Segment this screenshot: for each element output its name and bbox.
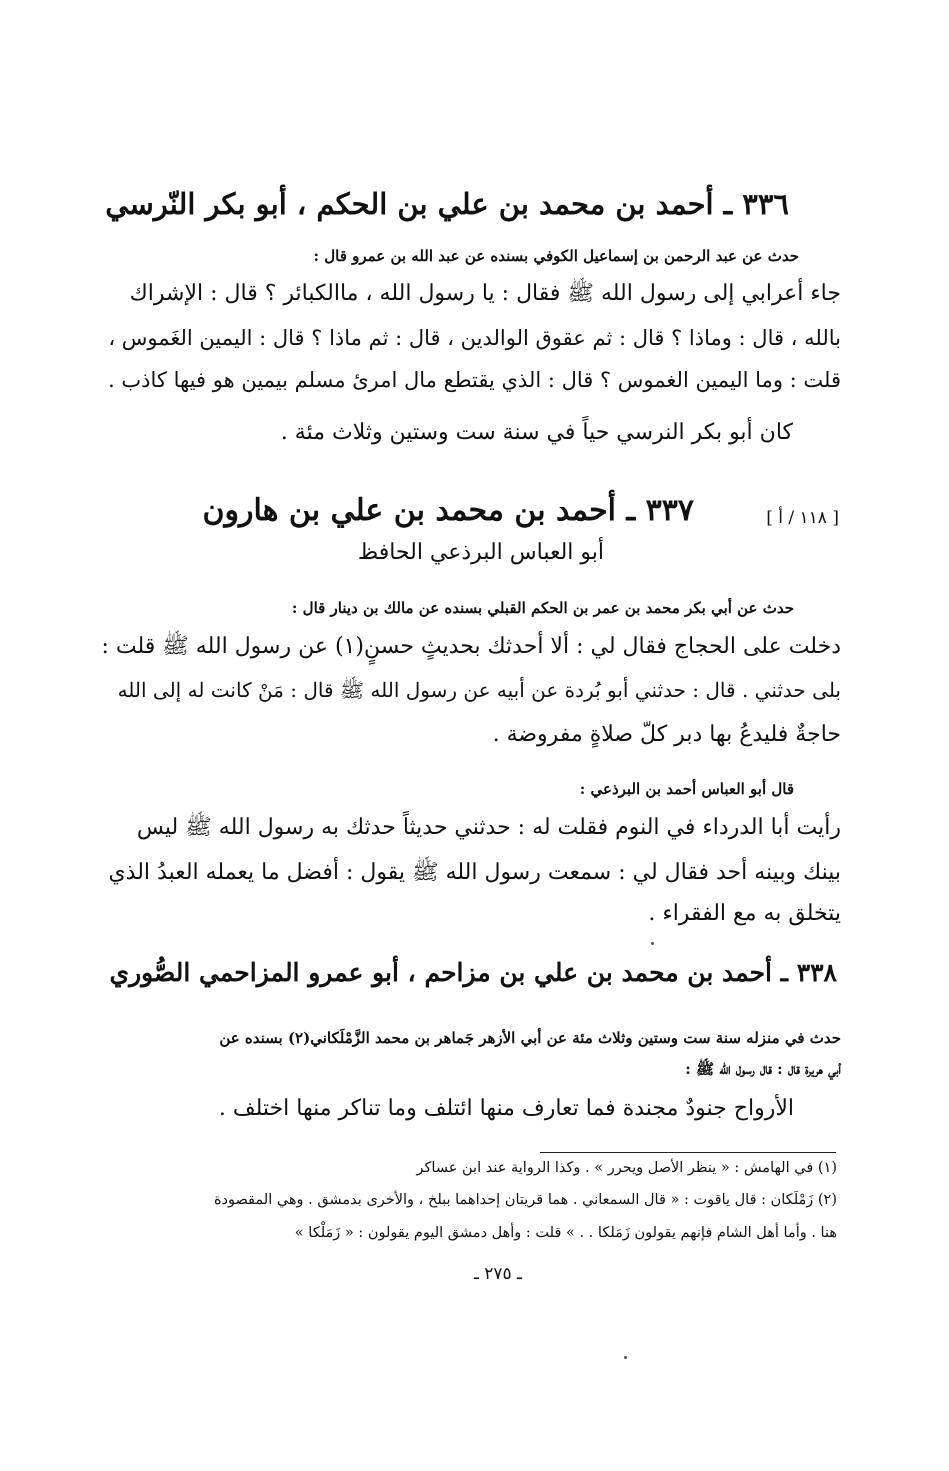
entry-337-line-4: رأيت أبا الدرداء في النوم فقلت له : حدثني حديثاً حدثك به رسول الله ﷺ ليس xyxy=(136,815,841,840)
entry-336-heading: ٣٣٦ ـ أحمد بن محمد بن علي بن الحكم ، أبو بكر النّرسي xyxy=(105,187,789,221)
entry-337-subheading: أبو العباس البرذعي الحافظ xyxy=(357,540,604,565)
entry-337-line-6: يتخلق به مع الفقراء . xyxy=(648,901,841,926)
entry-336-intro: حدث عن عبد الرحمن بن إسماعيل الكوفي بسنده عن عبد الله بن عمرو قال : xyxy=(313,247,799,265)
entry-337-intro-2: قال أبو العباس أحمد بن البرذعي : xyxy=(579,780,794,798)
entry-338-intro-2: أبي هريرة قال : قال رسول الله ﷺ : xyxy=(685,1060,841,1078)
entry-336-line-1: جاء أعرابي إلى رسول الله ﷺ فقال : يا رسول الله ، ماالكبائر ؟ قال : الإشراك xyxy=(129,281,841,306)
entry-337-line-2: بلى حدثني . قال : حدثني أبو بُردة عن أبيه عن رسول الله ﷺ قال : مَنْ كانت له إلى الله xyxy=(117,678,841,702)
entry-338-heading: ٣٣٨ ـ أحمد بن محمد بن علي بن مزاحم ، أبو عمرو المزاحمي الصُّوري xyxy=(109,958,837,987)
entry-338-intro-1: حدث في منزله سنة ست وستين وثلاث مئة عن أبي الأزهر جَماهر بن محمد الزَّمْلَكاني(٢) بسنده عن xyxy=(219,1029,841,1047)
entry-338-line-1: الأرواح جنودٌ مجندة فما تعارف منها ائتلف وما تناكر منها اختلف . xyxy=(218,1096,794,1121)
entry-336-note: كان أبو بكر النرسي حياً في سنة ست وستين وثلاث مئة . xyxy=(280,420,793,445)
stray-dot-bottom xyxy=(624,1356,627,1359)
entry-337-line-5: بينك وبينه أحد فقال لي : سمعت رسول الله ﷺ يقول : أفضل ما يعمله العبدُ الذي xyxy=(108,860,841,885)
entry-337-heading: ٣٣٧ ـ أحمد بن محمد بن علي بن هارون xyxy=(202,493,694,528)
page-number: ـ ٢٧٥ ـ xyxy=(473,1264,522,1284)
footnote-1: (١) في الهامش : « ينظر الأصل ويحرر » . وكذا الرواية عند ابن عساكر xyxy=(416,1160,837,1176)
footnote-2-line-2: هنا . وأما أهل الشام فإنهم يقولون زَمَلكا . . » قلت : وأهل دمشق اليوم يقولون : « زَمَلْكا » xyxy=(294,1225,837,1241)
entry-337-line-1: دخلت على الحجاج فقال لي : ألا أحدثك بحديثٍ حسنٍ(١) عن رسول الله ﷺ قلت : xyxy=(101,634,841,659)
entry-337-marginal: [ ١١٨ / أ ] xyxy=(766,508,839,528)
stray-dot xyxy=(651,942,654,945)
entry-337-intro: حدث عن أبي بكر محمد بن عمر بن الحكم القبلي بسنده عن مالك بن دينار قال : xyxy=(291,599,794,617)
footnote-rule xyxy=(540,1152,836,1153)
entry-336-line-2: بالله ، قال : وماذا ؟ قال : ثم عقوق الوالدين ، قال : ثم ماذا ؟ قال : اليمين الغَموس ، xyxy=(108,326,841,350)
entry-336-line-3: قلت : وما اليمين الغموس ؟ قال : الذي يقتطع مال امرئ مسلم بيمين هو فيها كاذب . xyxy=(108,368,841,392)
footnote-2-line-1: (٢) زَمْلَكان : قال ياقوت : « قال السمعاني . هما قريتان إحداهما ببلخ ، والأخرى بدمشق . وهي المقصودة xyxy=(213,1192,837,1208)
entry-337-line-3: حاجةٌ فليدعُ بها دبر كلّ صلاةٍ مفروضة . xyxy=(492,722,841,747)
